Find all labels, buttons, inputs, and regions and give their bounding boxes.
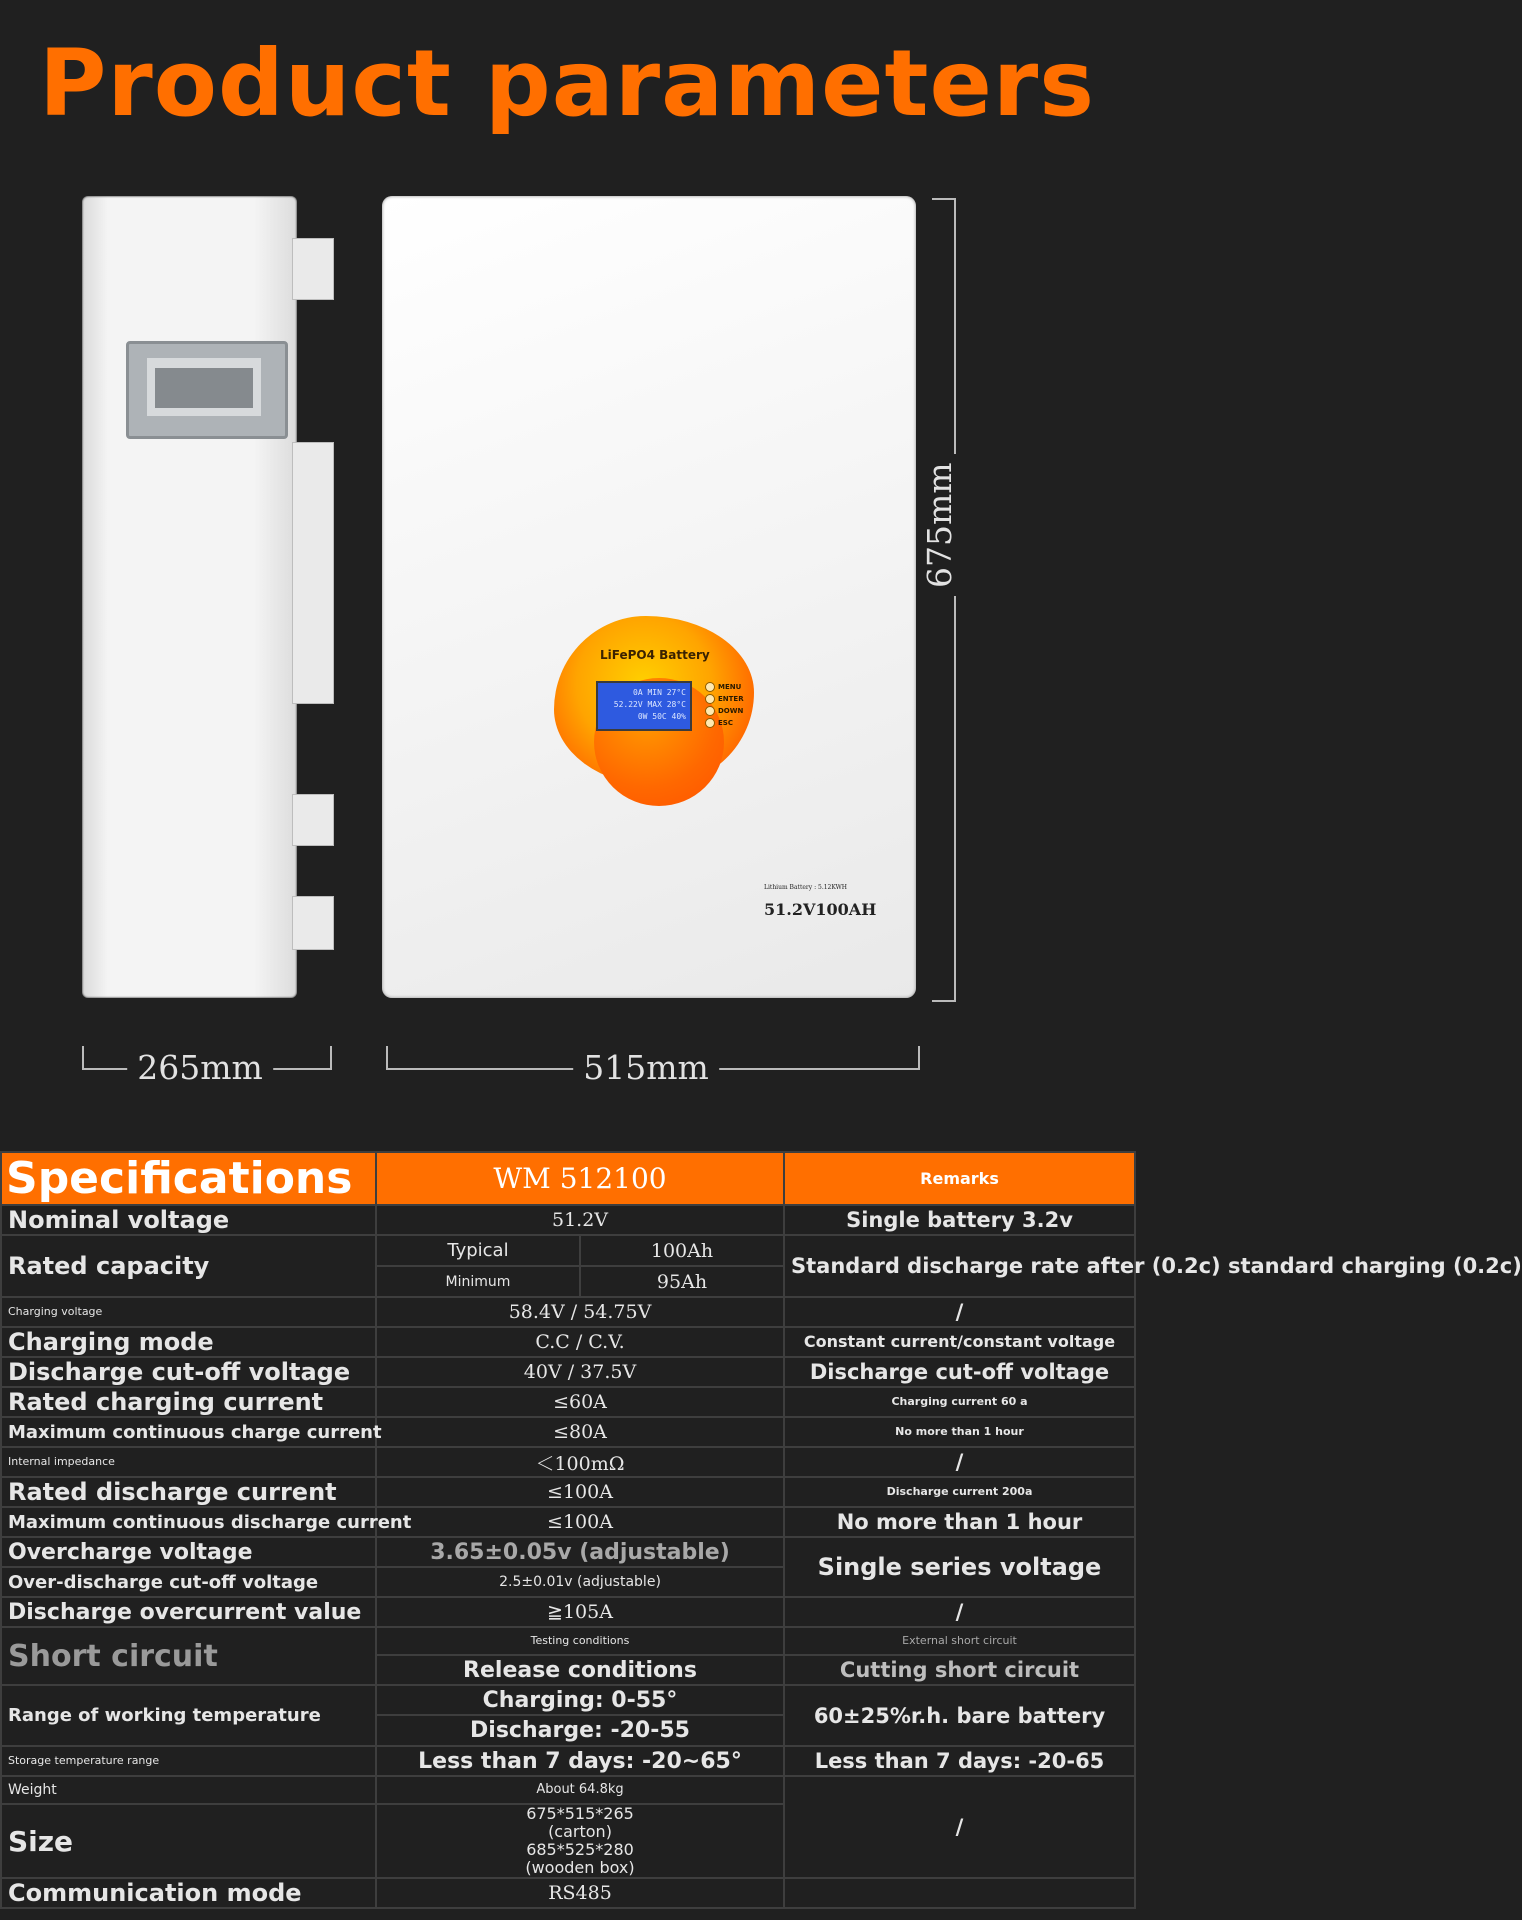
battery-side-view xyxy=(82,196,332,998)
row-value: ≤100A xyxy=(376,1507,784,1537)
table-row xyxy=(1,1387,1135,1417)
row-label: Charging voltage xyxy=(1,1297,376,1327)
mount-bracket xyxy=(292,238,334,300)
table-row xyxy=(1,1597,1135,1627)
table-row xyxy=(1,1685,1135,1715)
row-value: About 64.8kg xyxy=(376,1776,784,1804)
remarks-heading: Remarks xyxy=(784,1152,1135,1205)
row-value: 58.4V / 54.75V xyxy=(376,1297,784,1327)
table-row xyxy=(1,1507,1135,1537)
table-row xyxy=(1,1235,1135,1266)
row-remark xyxy=(784,1878,1135,1908)
row-value: 51.2V xyxy=(376,1205,784,1235)
mount-bracket xyxy=(292,442,334,704)
lcd-line: 52.22V MAX 28°C xyxy=(613,700,686,709)
menu-device-button: MENU xyxy=(705,681,744,693)
table-row xyxy=(1,1746,1135,1776)
row-value: 2.5±0.01v (adjustable) xyxy=(376,1567,784,1597)
row-remark: / xyxy=(784,1297,1135,1327)
row-label: Maximum continuous charge current xyxy=(1,1417,376,1447)
enter-device-button: ENTER xyxy=(705,693,744,705)
row-label: Charging mode xyxy=(1,1327,376,1357)
row-label: Nominal voltage xyxy=(1,1205,376,1235)
product-label-model: 51.2V100AH xyxy=(764,900,877,919)
device-buttons xyxy=(705,681,744,729)
table-row xyxy=(1,1627,1135,1655)
table-row xyxy=(1,1537,1135,1567)
table-row xyxy=(1,1297,1135,1327)
table-row xyxy=(1,1878,1135,1908)
specifications-table xyxy=(0,1151,1522,1909)
lcd-line: 0W 50C 40% xyxy=(637,712,686,721)
row-label: Short circuit xyxy=(1,1627,376,1685)
table-row xyxy=(1,1357,1135,1387)
row-remark: Charging current 60 a xyxy=(784,1387,1135,1417)
row-remark: External short circuit xyxy=(784,1627,1135,1655)
row-label: Discharge cut-off voltage xyxy=(1,1357,376,1387)
esc-device-button: ESC xyxy=(705,717,744,729)
table-row xyxy=(1,1776,1135,1804)
row-remark: / xyxy=(784,1447,1135,1477)
row-value: Charging: 0-55° xyxy=(376,1685,784,1715)
height-dimension xyxy=(932,198,956,1002)
page-title: Product parameters xyxy=(38,30,1096,137)
row-remark: Single series voltage xyxy=(784,1537,1135,1597)
table-header-row xyxy=(1,1152,1135,1205)
row-remark: / xyxy=(784,1597,1135,1627)
row-remark: Constant current/constant voltage xyxy=(784,1327,1135,1357)
row-value: Less than 7 days: -20~65° xyxy=(376,1746,784,1776)
table-row xyxy=(1,1417,1135,1447)
row-value: ≤60A xyxy=(376,1387,784,1417)
row-remark: 60±25%r.h. bare battery xyxy=(784,1685,1135,1746)
row-label: Maximum continuous discharge current xyxy=(1,1507,376,1537)
logo-title: LiFePO4 Battery xyxy=(600,648,710,662)
model-heading: WM 512100 xyxy=(376,1152,784,1205)
row-value: 3.65±0.05v (adjustable) xyxy=(376,1537,784,1567)
table-row xyxy=(1,1327,1135,1357)
specifications-heading: Specifications xyxy=(1,1152,376,1205)
row-label: Internal impedance xyxy=(1,1447,376,1477)
row-label: Rated discharge current xyxy=(1,1477,376,1507)
table-row xyxy=(1,1447,1135,1477)
row-label: Overcharge voltage xyxy=(1,1537,376,1567)
mount-bracket xyxy=(292,794,334,846)
row-remark: No more than 1 hour xyxy=(784,1417,1135,1447)
row-value: RS485 xyxy=(376,1878,784,1908)
row-value: ≧105A xyxy=(376,1597,784,1627)
row-label: Discharge overcurrent value xyxy=(1,1597,376,1627)
product-label-small: Lithium Battery : 5.12KWH xyxy=(764,884,848,891)
row-value: 95Ah xyxy=(580,1266,784,1297)
depth-dimension xyxy=(82,1046,332,1087)
mount-bracket xyxy=(292,896,334,950)
row-label: Rated capacity xyxy=(1,1235,376,1297)
row-remark: Single battery 3.2v xyxy=(784,1205,1135,1235)
row-sublabel: Minimum xyxy=(376,1266,580,1297)
battery-front-view xyxy=(382,196,916,998)
row-remark: Standard discharge rate after (0.2c) standard charging (0.2c) xyxy=(784,1235,1135,1297)
row-label: Over-discharge cut-off voltage xyxy=(1,1567,376,1597)
row-label: Communication mode xyxy=(1,1878,376,1908)
carry-handle xyxy=(126,341,288,439)
row-value: 100Ah xyxy=(580,1235,784,1266)
row-value: ≤100A xyxy=(376,1477,784,1507)
row-remark: No more than 1 hour xyxy=(784,1507,1135,1537)
side-panel xyxy=(82,196,297,998)
table-row xyxy=(1,1477,1135,1507)
row-label: Rated charging current xyxy=(1,1387,376,1417)
row-label: Size xyxy=(1,1804,376,1878)
lcd-line: 0A MIN 27°C xyxy=(633,688,686,697)
lcd-display xyxy=(596,681,692,731)
row-value: Discharge: -20-55 xyxy=(376,1715,784,1746)
row-remark: / xyxy=(784,1776,1135,1878)
row-sublabel: Typical xyxy=(376,1235,580,1266)
row-label: Weight xyxy=(1,1776,376,1804)
row-value: ≤80A xyxy=(376,1417,784,1447)
row-remark: Cutting short circuit xyxy=(784,1655,1135,1685)
row-value: 675*515*265 (carton) 685*525*280 (wooden box) xyxy=(376,1804,784,1878)
width-label: 515mm xyxy=(573,1048,719,1087)
height-label: 675mm xyxy=(920,454,959,596)
row-label: Storage temperature range xyxy=(1,1746,376,1776)
row-remark: Discharge current 200a xyxy=(784,1477,1135,1507)
row-remark: Less than 7 days: -20-65 xyxy=(784,1746,1135,1776)
row-sublabel: Testing conditions xyxy=(376,1627,784,1655)
depth-label: 265mm xyxy=(127,1048,273,1087)
width-dimension xyxy=(386,1046,920,1087)
row-value: Release conditions xyxy=(376,1655,784,1685)
row-value: 40V / 37.5V xyxy=(376,1357,784,1387)
table-row xyxy=(1,1205,1135,1235)
row-remark: Discharge cut-off voltage xyxy=(784,1357,1135,1387)
row-value: ＜100mΩ xyxy=(376,1447,784,1477)
down-device-button: DOWN xyxy=(705,705,744,717)
row-value: C.C / C.V. xyxy=(376,1327,784,1357)
row-label: Range of working temperature xyxy=(1,1685,376,1746)
